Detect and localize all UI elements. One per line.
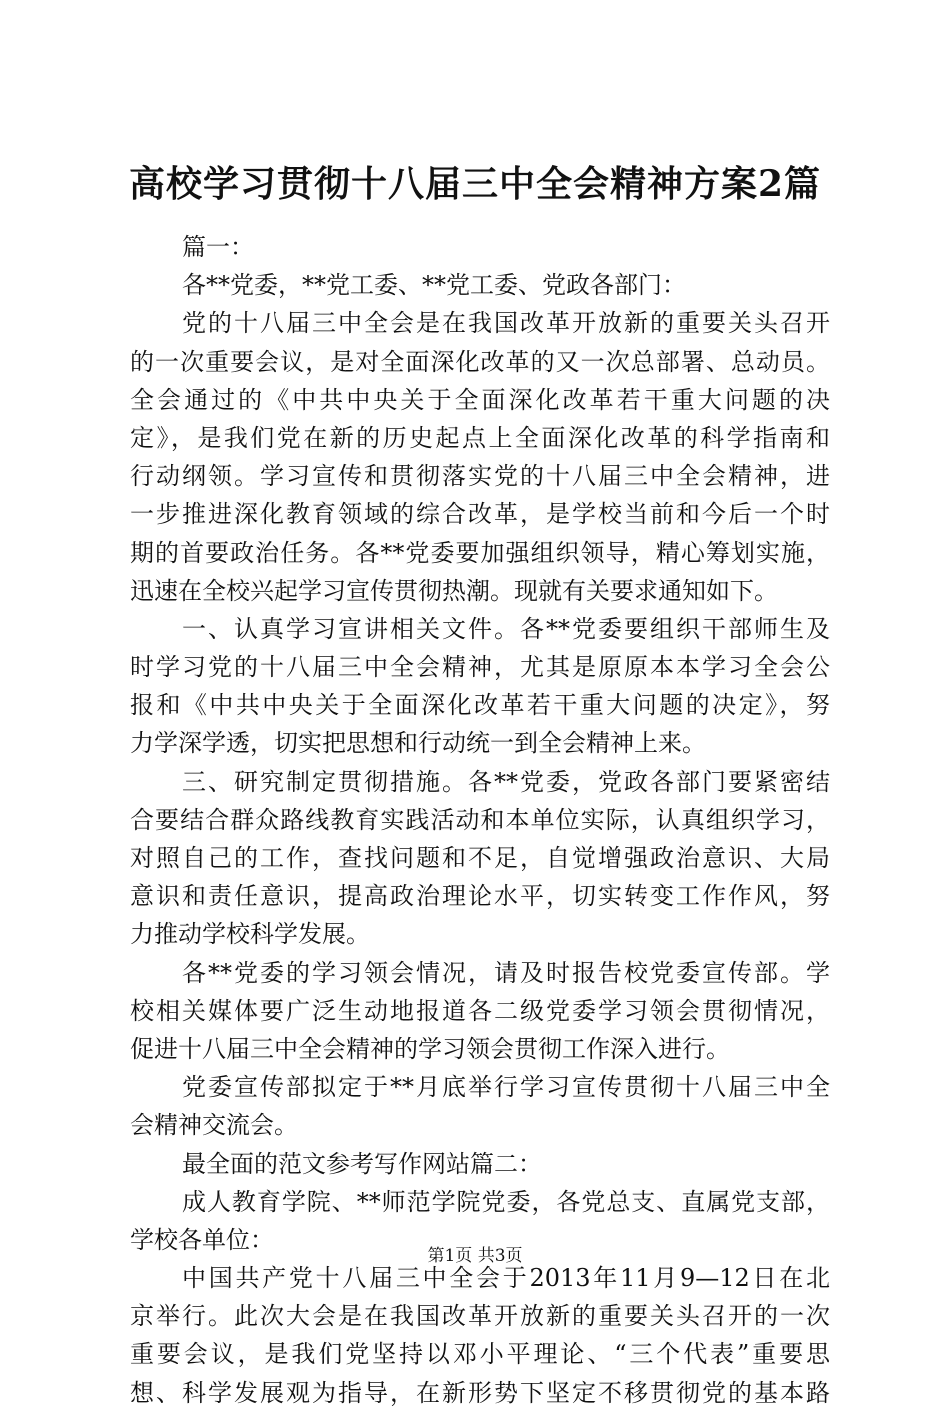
text-line: 一、认真学习宣讲相关文件。各**党委要组织干部师生及 [182,614,830,643]
text-line: 各**党委的学习领会情况，请及时报告校党委宣传部。学 [182,958,830,987]
text-line: 党委宣传部拟定于**月底举行学习宣传贯彻十八届三中全 [182,1073,830,1102]
text-line: 合要结合群众路线教育实践活动和本单位实际，认真组织学习， [130,805,830,834]
text-line: 各**党委，**党工委、**党工委、党政各部门： [182,271,686,300]
text-line: 对照自己的工作，查找问题和不足，自觉增强政治意识、大局 [130,844,830,872]
page-footer: 第1页 共3页 [427,1246,523,1266]
text-line: 会精神交流会。 [130,1111,298,1140]
page-title: 高校学习贯彻十八届三中全会精神方案2篇 [128,163,822,205]
text-line: 力学深学透，切实把思想和行动统一到全会精神上来。 [130,729,706,758]
text-line: 力推动学校科学发展。 [130,920,370,949]
text-line: 促进十八届三中全会精神的学习领会贯彻工作深入进行。 [130,1034,730,1063]
text-line: 行动纲领。学习宣传和贯彻落实党的十八届三中全会精神，进 [130,462,830,491]
text-line: 成人教育学院、**师范学院党委，各党总支、直属党支部， [182,1187,830,1216]
text-line: 期的首要政治任务。各**党委要加强组织领导，精心筹划实施， [130,538,830,567]
text-line: 意识和责任意识，提高政治理论水平，切实转变工作作风，努 [130,882,830,911]
text-line: 学校各单位： [130,1225,274,1254]
text-line: 重要会议，是我们党坚持以邓小平理论、“三个代表”重要思 [130,1340,830,1369]
text-line: 篇一： [182,233,254,261]
document-body [130,228,830,1412]
text-line: 京举行。此次大会是在我国改革开放新的重要关头召开的一次 [130,1302,830,1331]
text-line: 校相关媒体要广泛生动地报道各二级党委学习领会贯彻情况， [130,996,830,1025]
text-line: 中国共产党十八届三中全会于2013年11月9—12日在北 [182,1264,830,1293]
text-line: 全会通过的《中共中央关于全面深化改革若干重大问题的决 [130,385,830,414]
text-line: 迅速在全校兴起学习宣传贯彻热潮。现就有关要求通知如下。 [130,576,778,605]
text-line: 报和《中共中央关于全面深化改革若干重大问题的决定》，努 [130,691,830,720]
text-line: 的一次重要会议，是对全面深化改革的又一次总部署、总动员。 [130,347,830,376]
text-line: 定》，是我们党在新的历史起点上全面深化改革的科学指南和 [130,423,830,452]
text-line: 最全面的范文参考写作网站篇二： [182,1149,542,1178]
text-line: 想、科学发展观为指导，在新形势下坚定不移贯彻党的基本路 [130,1378,830,1407]
text-line: 党的十八届三中全会是在我国改革开放新的重要关头召开 [182,309,830,338]
text-line: 三、研究制定贯彻措施。各**党委，党政各部门要紧密结 [182,767,830,796]
text-line: 一步推进深化教育领域的综合改革，是学校当前和今后一个时 [130,500,830,529]
text-line: 时学习党的十八届三中全会精神，尤其是原原本本学习全会公 [130,653,830,682]
